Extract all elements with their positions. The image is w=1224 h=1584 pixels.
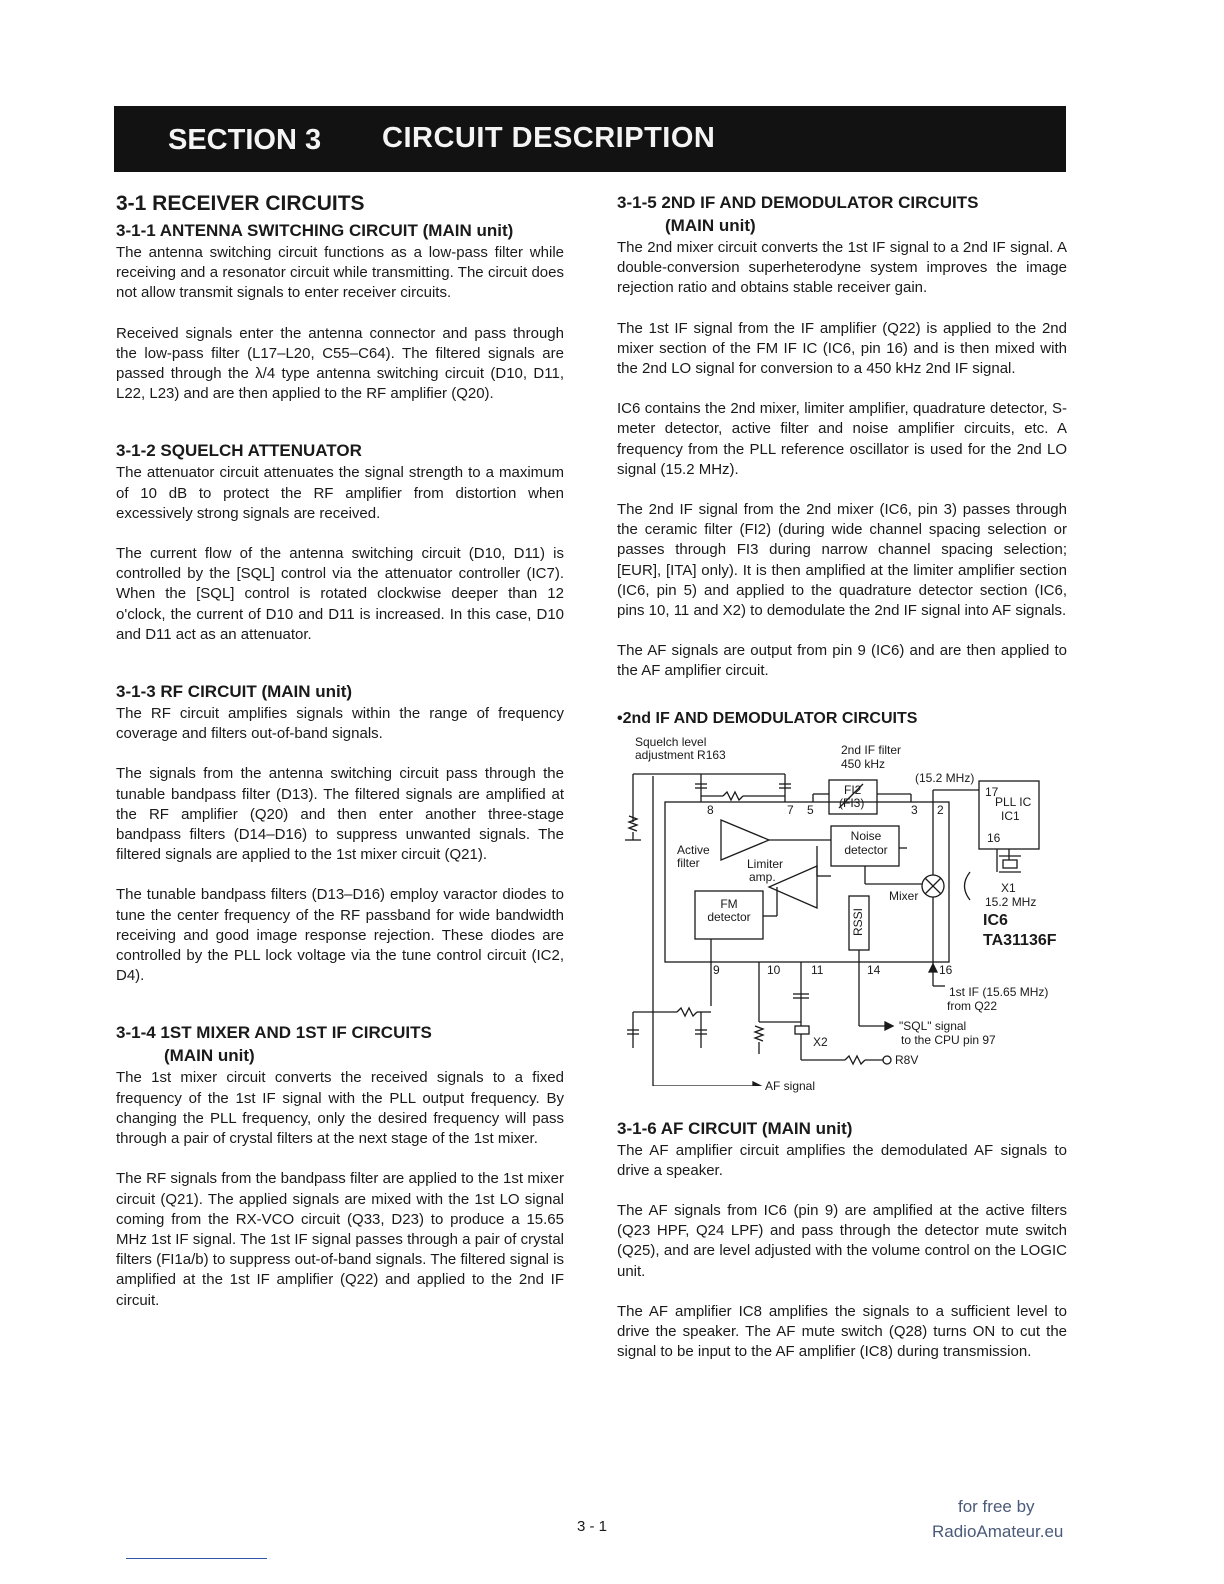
page-number: 3 - 1 [577, 1518, 608, 1535]
paragraph: IC6 contains the 2nd mixer, limiter amplifier, quadrature detector, S-meter detector, active filter and noise amplifier circuits, etc. A frequency from the PLL reference oscillator is used for the 2nd LO signal (15.2 MHz). [617, 400, 1067, 478]
label-pll-ic: PLL IC [995, 794, 1032, 809]
paragraph: The AF signals are output from pin 9 (IC6) and are then applied to the AF amplifier circuit. [617, 642, 1067, 680]
label-active-1: Active [677, 842, 710, 857]
label-sql-2: to the CPU pin 97 [901, 1032, 996, 1047]
paragraph: The current flow of the antenna switching circuit (D10, D11) is controlled by the [SQL] control via the attenuator controller (IC7). When the [SQL] control is rotated clockwise deeper than 12 o'clock, the current of D10 and D11 is increased. In this case, D10 and D11 act as an attenuator. [116, 545, 564, 643]
pin-14: 14 [867, 962, 881, 977]
pin-10: 10 [767, 962, 781, 977]
label-limiter-2: amp. [749, 869, 776, 884]
left-column [116, 192, 564, 1311]
pin-2: 2 [937, 802, 944, 817]
heading-3-1-2: 3-1-2 SQUELCH ATTENUATOR [116, 441, 362, 461]
label-fi3: (FI3) [839, 795, 865, 810]
pin-9: 9 [713, 962, 720, 977]
label-af-signal: AF signal [765, 1078, 816, 1093]
circuit-diagram [617, 734, 1067, 1093]
section-banner [114, 106, 1066, 172]
pin-7: 7 [787, 802, 794, 817]
active-filter-symbol [721, 820, 769, 860]
label-x2: X2 [813, 1034, 828, 1049]
label-noise-1: Noise [850, 828, 882, 843]
label-first-if-1: 1st IF (15.65 MHz) [949, 984, 1049, 999]
section-title: CIRCUIT DESCRIPTION [382, 122, 716, 154]
label-pll-ic1: IC1 [1001, 808, 1020, 823]
heading-3-1-4: 3-1-4 1ST MIXER AND 1ST IF CIRCUITS [116, 1023, 432, 1043]
label-x1-freq: 15.2 MHz [985, 894, 1037, 909]
paragraph: The AF signals from IC6 (pin 9) are amplified at the active filters (Q23 HPF, Q24 LPF) and pass through the detector mute switch (Q25), and are level adjusted with the volume control on the LOGIC unit. [617, 1202, 1067, 1280]
pin-16-ic6: 16 [939, 962, 953, 977]
label-fi2: FI2 [844, 782, 862, 797]
pin-16-pll: 16 [987, 830, 1001, 845]
label-rssi: RSSI [851, 907, 865, 936]
pin-8: 8 [707, 802, 714, 817]
paragraph: The attenuator circuit attenuates the signal strength to a maximum of 10 dB to protect the RF amplifier from distortion when excessively strong signals are received. [116, 464, 564, 522]
pin-3: 3 [911, 802, 918, 817]
circuit-schematic [617, 736, 1067, 1086]
label-noise-2: detector [844, 842, 888, 857]
paragraph: The tunable bandpass filters (D13–D16) employ varactor diodes to tune the center frequency of the RF passband for wide bandwidth receiving and good image response rejection. These diodes are controlled by the PLL lock voltage via the tune control circuit (IC2, D4). [116, 886, 564, 985]
label-if-filter-2: 450 kHz [841, 756, 886, 771]
heading-3-1-4-sub: (MAIN unit) [164, 1046, 255, 1066]
label-mixer: Mixer [889, 888, 919, 903]
limiter-amp-symbol [769, 866, 817, 908]
paragraph: The 2nd mixer circuit converts the 1st IF signal to a 2nd IF signal. A double-conversion superheterodyne system improves the image rejection ratio and obtains stable receiver gain. [617, 239, 1067, 297]
label-active-2: filter [677, 855, 700, 870]
label-limiter-1: Limiter [747, 856, 784, 871]
pin-11: 11 [811, 962, 824, 977]
pin-5: 5 [807, 802, 814, 817]
paragraph: The AF amplifier IC8 amplifies the signals to a sufficient level to drive the speaker. The AF mute switch (Q28) turns ON to cut the signal to be input to the AF amplifier (IC8) during transmission. [617, 1302, 1067, 1361]
coupling-arc [965, 872, 971, 900]
label-first-if-2: from Q22 [947, 998, 998, 1013]
heading-3-1-5-sub: (MAIN unit) [665, 216, 756, 235]
watermark-line-1: for free by [958, 1497, 1035, 1516]
paragraph: The 1st mixer circuit converts the received signals to a fixed frequency of the 1st IF signal with the PLL output frequency. By changing the PLL frequency, only the desired frequency will pass through a pair of crystal filters at the next stage of the 1st mixer. [116, 1069, 564, 1148]
label-sql-1: "SQL" signal [899, 1018, 967, 1033]
heading-3-1-3: 3-1-3 RF CIRCUIT (MAIN unit) [116, 682, 353, 702]
pin-17: 17 [985, 784, 999, 799]
ic6-outline [665, 802, 949, 962]
label-fm-2: detector [707, 909, 751, 924]
label-ic6-part: TA31136F [983, 931, 1057, 949]
paragraph: The RF circuit amplifies signals within the range of frequency coverage and filters out-of-band signals. [116, 705, 564, 743]
watermark-line-2[interactable]: RadioAmateur.eu [932, 1522, 1064, 1541]
label-squelch-1: Squelch level [635, 734, 707, 749]
paragraph: The signals from the antenna switching circuit pass through the tunable bandpass filter (D13). The filtered signals are amplified at the RF amplifier (Q20) and then enter another three-stage bandpass filters (D14–D16) to suppress unwanted signals. The filtered signals are applied to the 1st mixer circuit (Q21). [116, 765, 564, 864]
label-fm-1: FM [720, 896, 738, 911]
paragraph: The RF signals from the bandpass filter are applied to the 1st mixer circuit (Q21). The applied signals are mixed with the 1st LO signal coming from the RX-VCO circuit (Q33, D23) to produce a 15.65 MHz 1st IF signal. The 1st IF signal passes through a pair of crystal filters (FI1a/b) to suppress out-of-band signals. The filtered signal is amplified at the 1st IF amplifier (Q22) and applied to the 2nd IF circuit. [116, 1170, 564, 1309]
label-r8v: R8V [895, 1052, 919, 1067]
label-freq-15-2: (15.2 MHz) [915, 770, 975, 785]
heading-3-1-1: 3-1-1 ANTENNA SWITCHING CIRCUIT (MAIN unit) [116, 221, 514, 240]
heading-3-1-6: 3-1-6 AF CIRCUIT (MAIN unit) [617, 1118, 853, 1138]
label-squelch-2: adjustment R163 [635, 747, 726, 762]
paragraph: The antenna switching circuit functions as a low-pass filter while receiving and a resonator circuit while transmitting. The circuit does not allow transmit signals to enter receiver circuits. [116, 244, 564, 302]
label-ic6: IC6 [983, 911, 1008, 929]
paragraph: The 2nd IF signal from the 2nd mixer (IC6, pin 3) passes through the ceramic filter (FI2) (during wide channel spacing selection or passes through FI3 during narrow channel spacing selection; [EUR], [ITA] only). It is then amplified at the limiter amplifier section (IC6, pin 5) and applied to the quadrature detector section (IC6, pins 10, 11 and X2) to demodulate the 2nd IF signal into AF signals. [617, 501, 1067, 620]
paragraph: Received signals enter the antenna connector and pass through the low-pass filter (L17–L20, C55–C64). The filtered signals are passed through the λ/4 type antenna switching circuit (D10, D11, L22, L23) and are then applied to the RF amplifier (Q20). [116, 324, 564, 403]
diagram-title: •2nd IF AND DEMODULATOR CIRCUITS [617, 709, 918, 727]
heading-receiver-circuits: 3-1 RECEIVER CIRCUITS [116, 192, 365, 215]
section-number: SECTION 3 [168, 124, 322, 156]
paragraph: The AF amplifier circuit amplifies the demodulated AF signals to drive a speaker. [617, 1141, 1067, 1179]
paragraph: The 1st IF signal from the IF amplifier (Q22) is applied to the 2nd mixer section of the FM IF IC (IC6, pin 16) and is then mixed with the 2nd LO signal for conversion to a 450 kHz 2nd IF signal. [617, 319, 1067, 378]
label-x1: X1 [1001, 880, 1016, 895]
label-if-filter-1: 2nd IF filter [841, 742, 902, 757]
heading-3-1-5: 3-1-5 2ND IF AND DEMODULATOR CIRCUITS [617, 193, 979, 212]
right-column [617, 192, 1067, 1362]
footer-link-underline [126, 1558, 267, 1559]
